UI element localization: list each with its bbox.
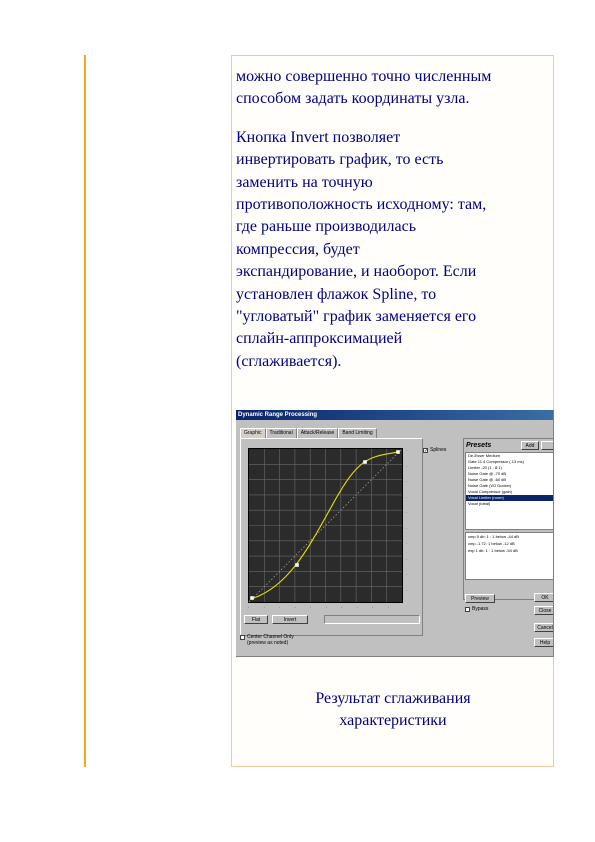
tick-mark: ·: [310, 605, 312, 610]
dialog-title: Dynamic Range Processing: [236, 410, 554, 420]
dialog-tabs: [240, 428, 377, 438]
tick-mark: ·: [325, 605, 327, 610]
caption-line: Результат сглаживания: [315, 690, 471, 707]
tab-attack-release[interactable]: Attack/Release: [297, 428, 339, 438]
cancel-button[interactable]: Cancel: [534, 623, 554, 632]
tick-mark: ·: [387, 605, 389, 610]
text-line: способом задать координаты узла.: [236, 90, 470, 108]
tick-mark: ·: [406, 510, 408, 515]
left-margin-rule: [84, 55, 86, 767]
info-line: exp 1 db: 1 : 1 below -54 dB: [468, 548, 518, 553]
tick-mark: ·: [406, 587, 408, 593]
node-value-field[interactable]: [324, 615, 420, 624]
preview-note: (preview as noted): [247, 640, 289, 646]
text-line: "угловатый" график заменяется его: [236, 308, 477, 326]
spline-checkbox[interactable]: [423, 447, 446, 453]
presets-list[interactable]: [465, 452, 554, 530]
text-line: заменить на точную: [236, 173, 373, 191]
invert-button[interactable]: Invert: [272, 615, 308, 624]
tick-mark: ·: [294, 605, 296, 610]
checkbox-box[interactable]: ✓: [424, 447, 429, 454]
caption-line: характеристики: [339, 712, 447, 729]
delete-preset-button[interactable]: [541, 441, 554, 450]
spline-label: Splines: [430, 447, 447, 453]
tick-mark: ·: [406, 541, 408, 546]
tick-mark: ·: [406, 525, 408, 531]
text-line: сплайн-аппроксимацией: [236, 330, 403, 348]
text-line: инвертировать график, то есть: [236, 151, 444, 169]
paragraph-2: [236, 127, 554, 373]
curve-node[interactable]: [250, 596, 254, 600]
text-line: можно совершенно точно численным: [236, 68, 492, 85]
curve-node[interactable]: [396, 450, 400, 454]
preset-item[interactable]: Noise Gate @ -60 dB: [468, 477, 507, 482]
tab-graphic[interactable]: Graphic: [240, 428, 266, 438]
bypass-checkbox[interactable]: [465, 606, 488, 612]
text-line: экспандирование, и наоборот. Если: [236, 263, 477, 281]
info-line: cmp 5 db: 1 : 1 below -44 dB: [468, 534, 519, 539]
tick-mark: ·: [341, 605, 343, 610]
transfer-curve-svg: [249, 449, 402, 602]
center-channel-label: Center Channel Only: [247, 634, 294, 640]
text-line: установлен флажок Spline, то: [236, 285, 437, 303]
preset-item[interactable]: Vocal Limiter (room): [466, 495, 553, 501]
bypass-box[interactable]: [465, 607, 470, 612]
tick-mark: ·: [356, 605, 358, 610]
text-line: противоположность исходному: там,: [236, 196, 487, 214]
tick-mark: ·: [372, 605, 374, 610]
text-line: где раньше производилась: [236, 218, 417, 236]
input-axis-ticks: [248, 605, 403, 611]
preset-item[interactable]: Limiter -20 (1 : 8:1): [468, 465, 502, 470]
dynamic-range-dialog: [236, 410, 554, 657]
presets-label: Presets: [466, 442, 492, 449]
add-preset-button[interactable]: Add: [521, 441, 539, 450]
center-channel-option: [240, 634, 294, 646]
tick-mark: ·: [406, 572, 408, 577]
preset-item[interactable]: Noise Gate (VO Ducker): [468, 483, 512, 488]
text-line: Кнопка Invert позволяет: [236, 128, 401, 146]
transfer-graph[interactable]: [248, 448, 403, 603]
flat-button[interactable]: Flat: [244, 615, 268, 624]
output-axis-ticks: [406, 448, 420, 603]
figure-caption: [232, 688, 554, 732]
paragraph-1: [236, 66, 554, 111]
tick-mark: ·: [406, 463, 408, 469]
tab-traditional[interactable]: Traditional: [266, 428, 297, 438]
text-line: (сглаживается).: [236, 352, 342, 370]
close-button[interactable]: Close: [534, 606, 554, 615]
preset-item[interactable]: Noise Gate @ -70 dB: [468, 471, 507, 476]
settings-summary: [465, 532, 554, 580]
ok-button[interactable]: OK: [534, 593, 554, 602]
tick-mark: ·: [406, 556, 408, 562]
tick-mark: ·: [406, 479, 408, 484]
tick-mark: ·: [406, 494, 408, 500]
help-button[interactable]: Help: [534, 638, 554, 647]
text-line: компрессия, будет: [236, 240, 360, 258]
preview-button[interactable]: Preview: [465, 594, 495, 603]
preset-item[interactable]: Vocal Compressor (gain): [468, 489, 513, 494]
preset-item[interactable]: De-Esser Medium: [468, 453, 501, 458]
center-channel-checkbox[interactable]: [240, 635, 245, 640]
tick-mark: ·: [248, 605, 250, 610]
info-line: cmp -1.72: 1 below -12 dB: [468, 541, 515, 546]
body-text: [236, 66, 554, 373]
preset-item[interactable]: Vocal (Ideal): [468, 501, 491, 506]
tick-mark: ·: [279, 605, 281, 610]
tick-mark: ·: [406, 448, 408, 453]
curve-node[interactable]: [363, 460, 367, 464]
tick-mark: ·: [263, 605, 265, 610]
bypass-label: Bypass: [472, 606, 489, 612]
curve-node[interactable]: [295, 563, 299, 567]
tab-band-limiting[interactable]: Band Limiting: [338, 428, 376, 438]
preset-item[interactable]: Gate 11.4 Compressor (.13 ms): [468, 459, 524, 464]
